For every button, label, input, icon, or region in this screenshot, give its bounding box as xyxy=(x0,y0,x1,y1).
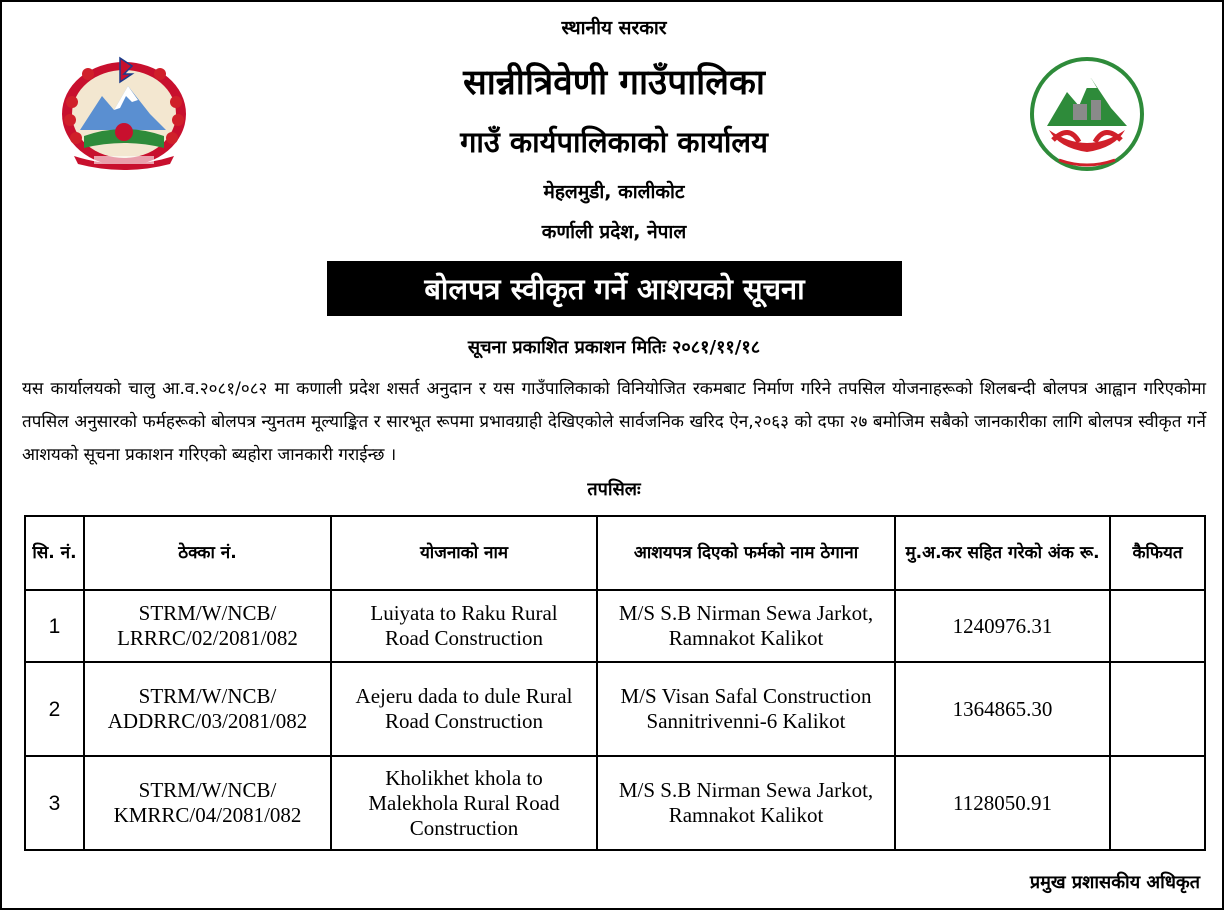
col-header-contract: ठेक्का नं. xyxy=(84,516,331,590)
cell-sn: 2 xyxy=(25,662,84,756)
cell-firm xyxy=(597,756,895,850)
table-row xyxy=(25,662,1205,756)
cell-firm xyxy=(597,662,895,756)
address-line1: मेहलमुडी, कालीकोट xyxy=(543,181,685,203)
cell-sn: 1 xyxy=(25,590,84,662)
table-row xyxy=(25,756,1205,850)
cell-project-text: Kholikhet khola to Malekhola Rural Road Construction xyxy=(368,765,560,840)
office-name: गाउँ कार्यपालिकाको कार्यालय xyxy=(460,125,768,159)
cell-firm-text: M/S S.B Nirman Sewa Jarkot, Ramnakot Kalikot xyxy=(618,601,874,650)
cell-contract xyxy=(84,756,331,850)
municipality-name: सान्नीत्रिवेणी गाउँपालिका xyxy=(463,63,765,103)
col-header-project: योजनाको नाम xyxy=(331,516,597,590)
cell-firm-text: M/S Visan Safal Construction Sannitrivenni-6 Kalikot xyxy=(620,684,872,733)
cell-contract-text: STRM/W/NCB/ LRRRC/02/2081/082 xyxy=(117,601,298,650)
cell-project-text: Luiyata to Raku Rural Road Construction xyxy=(370,601,558,650)
cell-sn: 3 xyxy=(25,756,84,850)
cell-remarks xyxy=(1110,590,1205,662)
col-header-amount: मु.अ.कर सहित गरेको अंक रू. xyxy=(895,516,1110,590)
signature-title: प्रमुख प्रशासकीय अधिकृत xyxy=(1029,872,1200,893)
cell-amount: 1240976.31 xyxy=(895,590,1110,662)
header-line1: स्थानीय सरकार xyxy=(561,17,667,39)
body-paragraph: यस कार्यालयको चालु आ.व.२०८१/०८२ मा कणाली प्रदेश शसर्त अनुदान र यस गाउँपालिकाको विनियोजित रकमबाट निर्माण गरिने तपसिल योजनाहरूको शिलबन्दी बोलपत्र आह्वान गरिएकोमा तपसिल अनुसारको फर्महरूको बोलपत्र न्युनतम मूल्याङ्कित र सारभूत रूपमा प्रभावग्राही देखिएकोले सार्वजनिक खरिद ऐन,२०६३ को दफा २७ बमोजिम सबैको जानकारीका लागि बोलपत्र स्वीकृत गर्ने आशयको सूचना प्रकाशन गरिएको ब्यहोरा जानकारी गराईन्छ । xyxy=(22,379,1206,465)
notice-title: बोलपत्र स्वीकृत गर्ने आशयको सूचना xyxy=(327,261,902,316)
cell-project xyxy=(331,662,597,756)
cell-contract-text: STRM/W/NCB/ ADDRRC/03/2081/082 xyxy=(107,684,308,733)
cell-firm xyxy=(597,590,895,662)
address-line2: कर्णाली प्रदेश, नेपाल xyxy=(541,221,687,243)
tapsil-label: तपसिलः xyxy=(587,479,641,500)
cell-remarks xyxy=(1110,756,1205,850)
cell-project xyxy=(331,590,597,662)
table-row xyxy=(25,590,1205,662)
publish-date: सूचना प्रकाशित प्रकाशन मितिः २०८१/११/१८ xyxy=(467,337,761,358)
col-header-firm: आशयपत्र दिएको फर्मको नाम ठेगाना xyxy=(597,516,895,590)
cell-amount: 1364865.30 xyxy=(895,662,1110,756)
col-header-sn: सि. नं. xyxy=(25,516,84,590)
col-header-remarks: कैफियत xyxy=(1110,516,1205,590)
cell-amount: 1128050.91 xyxy=(895,756,1110,850)
cell-contract xyxy=(84,590,331,662)
cell-contract-text: STRM/W/NCB/ KMRRC/04/2081/082 xyxy=(113,778,302,827)
cell-project-text: Aejeru dada to dule Rural Road Construction xyxy=(355,684,573,733)
cell-firm-text: M/S S.B Nirman Sewa Jarkot, Ramnakot Kalikot xyxy=(618,778,874,827)
cell-remarks xyxy=(1110,662,1205,756)
cell-project xyxy=(331,756,597,850)
table-header-row xyxy=(25,516,1205,590)
contracts-table xyxy=(24,515,1206,851)
cell-contract xyxy=(84,662,331,756)
